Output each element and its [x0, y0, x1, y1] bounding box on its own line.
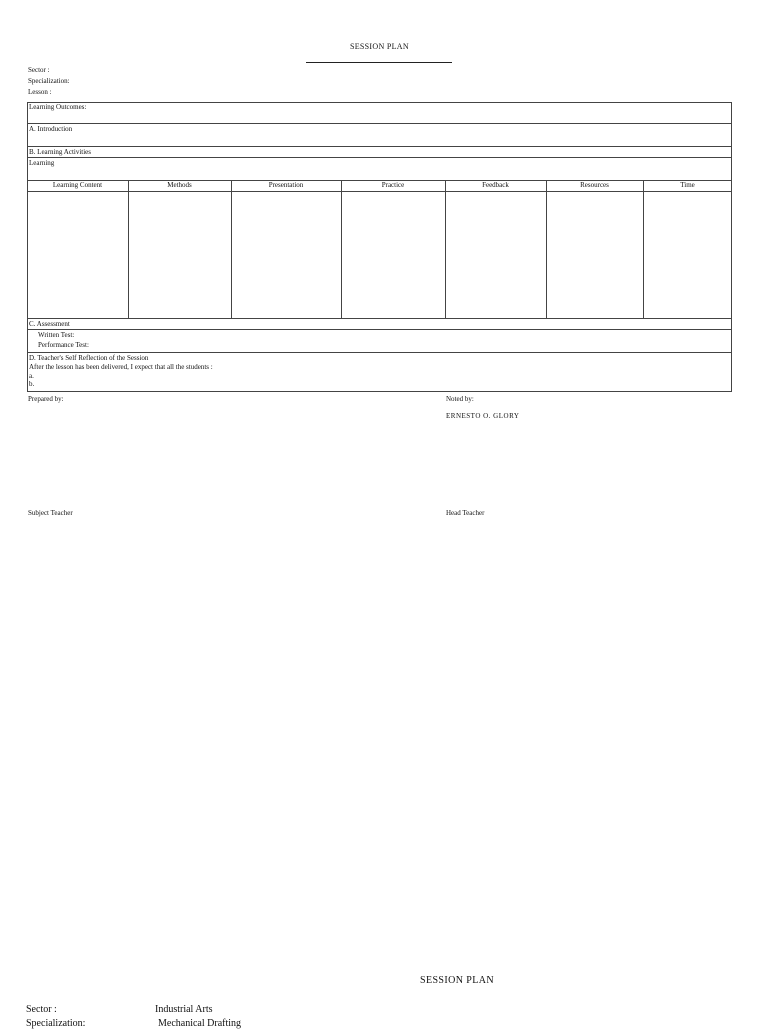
column-divider [231, 180, 232, 318]
sector-label: Sector : [28, 66, 50, 74]
header-learning-content: Learning Content [52, 181, 103, 189]
reflection-prompt: After the lesson has been delivered, I expect that all the students : [29, 363, 213, 371]
prepared-by-label: Prepared by: [28, 395, 64, 403]
column-divider [643, 180, 644, 318]
divider [27, 352, 732, 353]
header-resources: Resources [580, 181, 609, 189]
header-presentation: Presentation [268, 181, 304, 189]
assessment-label: C. Assessment [29, 320, 70, 328]
noted-by-label: Noted by: [446, 395, 474, 403]
head-teacher-label: Head Teacher [446, 509, 485, 517]
written-test-label: Written Test: [38, 331, 75, 339]
table-bottom [27, 318, 732, 319]
column-divider [341, 180, 342, 318]
activities-label: B. Learning Activities [29, 148, 92, 156]
reflection-item-a: a. [29, 372, 34, 380]
column-divider [128, 180, 129, 318]
learning-outcomes-label: Learning Outcomes: [29, 103, 87, 111]
reflection-label: D. Teacher's Self Reflection of the Session [29, 354, 149, 362]
introduction-label: A. Introduction [29, 125, 73, 133]
header-time: Time [680, 181, 695, 189]
page-title: SESSION PLAN [350, 42, 409, 51]
column-divider [546, 180, 547, 318]
page2-sector-label: Sector : [26, 1004, 57, 1015]
learning-label: Learning [29, 159, 55, 167]
page2-specialization-value: Mechanical Drafting [158, 1018, 242, 1029]
header-practice: Practice [381, 181, 405, 189]
title-underline [306, 62, 452, 63]
subject-teacher-label: Subject Teacher [28, 509, 73, 517]
page2-sector-value: Industrial Arts [155, 1004, 213, 1015]
header-feedback: Feedback [482, 181, 509, 189]
specialization-label: Specialization: [28, 77, 70, 85]
reflection-item-b: b. [29, 380, 35, 388]
page2-title: SESSION PLAN [420, 975, 494, 986]
divider [27, 157, 732, 158]
noted-by-name: ERNESTO O. GLORY [446, 412, 520, 420]
divider [27, 123, 732, 124]
column-divider [445, 180, 446, 318]
table-header-bottom [27, 191, 732, 192]
lesson-label: Lesson : [28, 88, 52, 96]
header-methods: Methods [167, 181, 192, 189]
page2-specialization-label: Specialization: [26, 1018, 86, 1029]
divider [27, 146, 732, 147]
performance-test-label: Performance Test: [38, 341, 89, 349]
divider [27, 329, 732, 330]
